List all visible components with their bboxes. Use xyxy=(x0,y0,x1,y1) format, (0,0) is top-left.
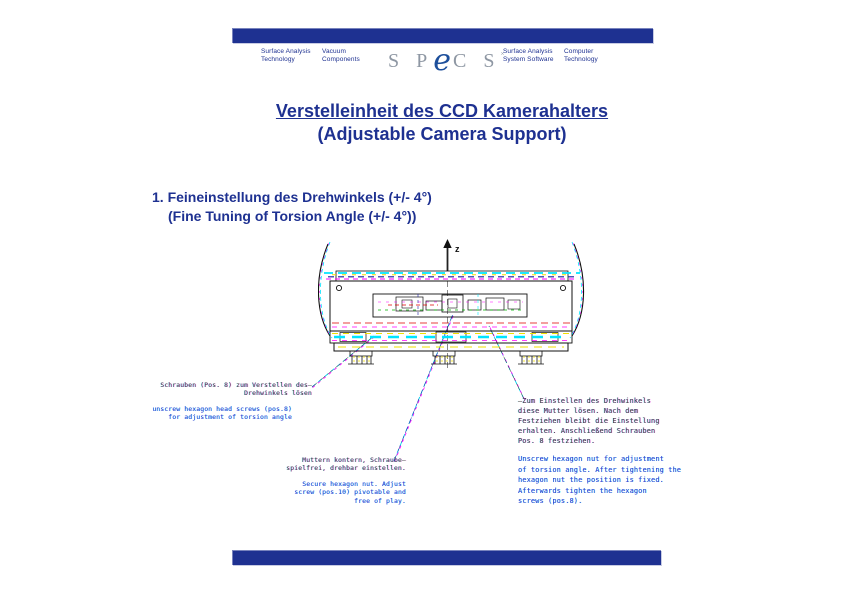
section-heading xyxy=(152,188,432,226)
leader-line-left xyxy=(312,336,375,388)
page-title xyxy=(230,100,654,146)
tagline-surface-analysis-technology xyxy=(261,48,311,64)
annotation-right-english xyxy=(518,454,698,507)
annotation-line: diese Mutter lösen. Nach dem xyxy=(518,407,639,415)
tagline-computer-technology xyxy=(564,48,598,64)
annotation-line: free of play. xyxy=(354,497,406,505)
annotation-right xyxy=(518,396,698,507)
annotation-line: unscrew hexagon head screws (pos.8) xyxy=(152,405,292,413)
annotation-middle xyxy=(240,457,406,506)
specs-logo-epsilon: e xyxy=(433,43,454,78)
annotation-line: Pos. 8 festziehen. xyxy=(518,437,596,445)
mounting-feet xyxy=(348,351,544,364)
bottom-accent-bar xyxy=(232,550,661,565)
leader-line-middle xyxy=(394,314,454,462)
specs-logo-left: S P xyxy=(388,50,434,72)
tagline-line: Surface Analysis xyxy=(503,48,553,55)
annotation-line: of torsion angle. After tightening the xyxy=(518,465,682,474)
section-heading-english: (Fine Tuning of Torsion Angle (+/- 4°)) xyxy=(168,208,417,224)
tagline-line: Technology xyxy=(261,55,295,63)
annotation-line: screw (pos.10) pivotable and xyxy=(294,489,406,497)
annotation-left-english xyxy=(132,406,312,423)
tagline-vacuum-components xyxy=(322,48,360,64)
page-title-english: (Adjustable Camera Support) xyxy=(317,124,567,144)
specs-logo xyxy=(388,40,505,78)
trademark-mark: × xyxy=(500,50,505,58)
tagline-line: Technology xyxy=(564,55,598,63)
tagline-line: Surface Analysis xyxy=(261,48,311,55)
tagline-line: Vacuum xyxy=(322,48,346,55)
annotation-line: Unscrew hexagon nut for adjustment xyxy=(518,455,664,463)
svg-text:z: z xyxy=(455,244,460,254)
side-clamps xyxy=(318,242,583,338)
annotation-left xyxy=(132,382,312,423)
annotation-line: hexagon nut the position is fixed. xyxy=(518,476,664,484)
leader-line-right xyxy=(489,326,525,400)
annotation-line: Muttern kontern, Schraube— xyxy=(302,457,406,464)
support-body-outline xyxy=(324,271,580,368)
annotation-line: screws (pos.8). xyxy=(518,497,583,505)
annotation-right-german xyxy=(518,396,698,446)
annotation-line: for adjustment of torsion angle xyxy=(168,414,292,422)
annotation-line: Drehwinkels lösen xyxy=(244,390,312,398)
page-title-german: Verstelleinheit des CCD Kamerahalters xyxy=(275,101,609,121)
annotation-line: spielfrei, drehbar einstellen. xyxy=(286,465,406,473)
annotation-line: Afterwards tighten the hexagon xyxy=(518,486,647,495)
tagline-line: System Software xyxy=(503,55,554,63)
annotation-left-german xyxy=(132,382,312,399)
annotation-line: Schrauben (Pos. 8) zum Verstellen des— xyxy=(160,382,312,389)
annotation-line: erhalten. Anschließend Schrauben xyxy=(518,427,656,435)
annotation-line: Secure hexagon nut. Adjust xyxy=(302,480,406,488)
annotation-line: Festziehen bleibt die Einstellung xyxy=(518,417,660,425)
annotation-line: —Zum Einstellen des Drehwinkels xyxy=(518,397,652,405)
tagline-line: Components xyxy=(322,55,360,63)
annotation-middle-german xyxy=(240,457,406,474)
specs-logo-right: C S xyxy=(453,50,501,72)
camera-support-technical-drawing xyxy=(318,238,588,378)
tagline-surface-analysis-system-software xyxy=(503,48,554,64)
tagline-line: Computer xyxy=(564,48,594,55)
annotation-middle-english xyxy=(240,481,406,506)
section-heading-german: 1. Feineinstellung des Drehwinkels (+/- 4°) xyxy=(152,189,432,205)
z-axis-arrow xyxy=(443,239,460,271)
